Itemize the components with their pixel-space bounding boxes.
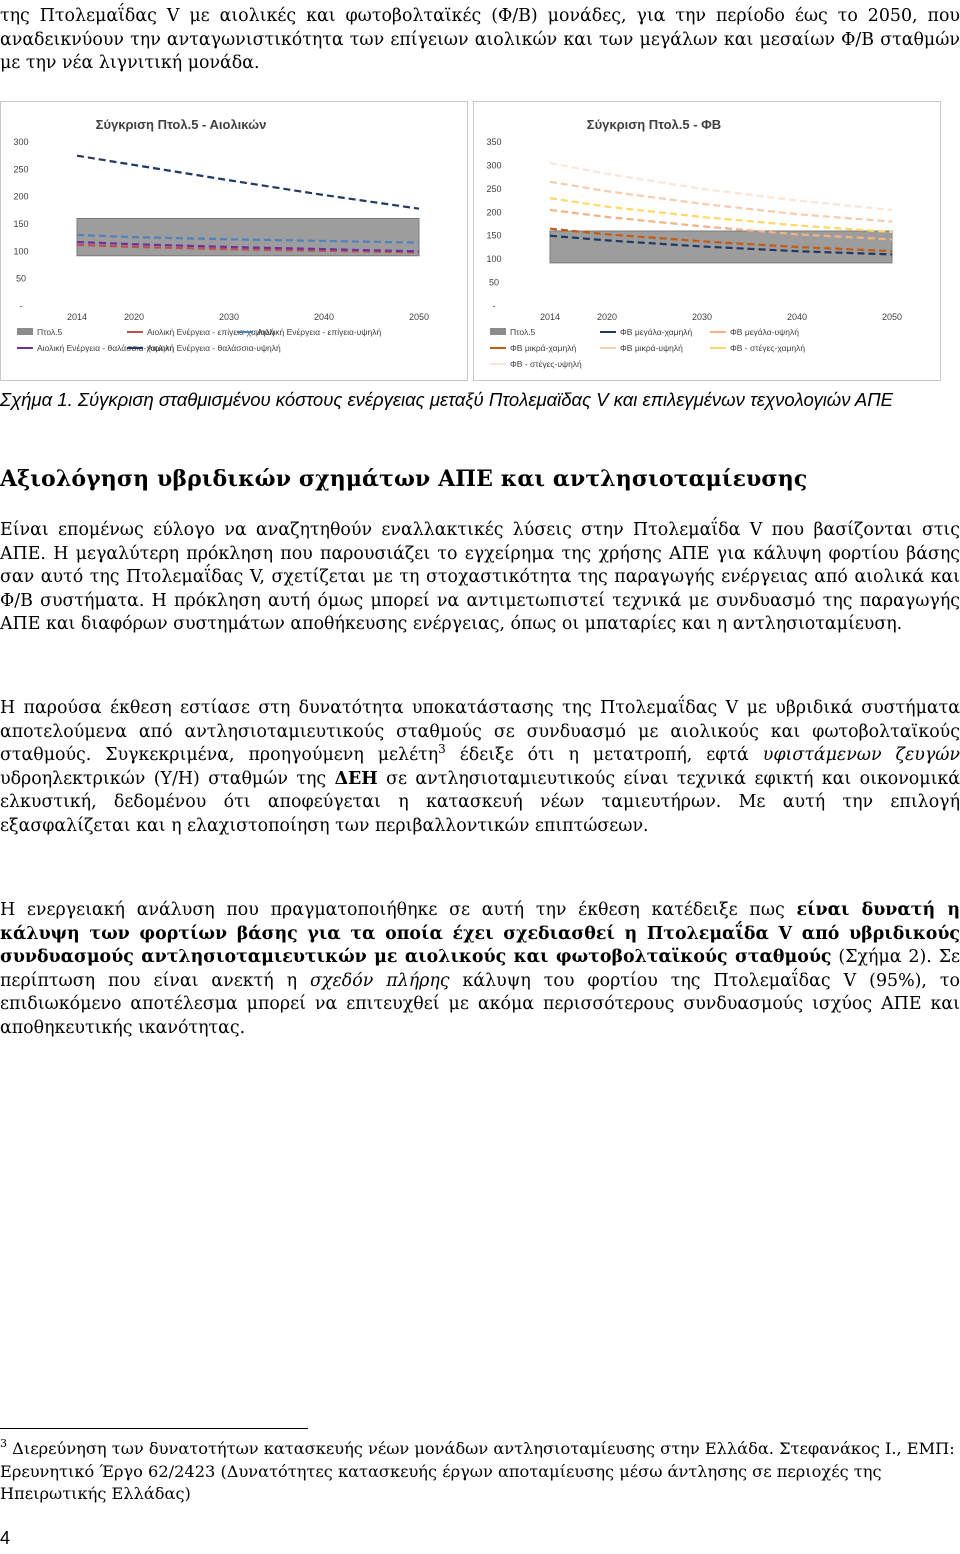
paragraph-2-emphasis: υφιστάμενων ζευγών: [762, 745, 960, 765]
paragraph-2-text: σε αντλησιοταμιευτικούς είναι τεχνικά εφικτή και οικονομικά ελκυστική, δεδομένου ότι αποφεύγεται η κατασκευή νέων ταμιευτήρων. Με αυτή την επιλογή εξασφαλίζεται και η ελαχιστοποίηση των περιβαλλοντικών επιπτώσεων.: [0, 768, 960, 836]
paragraph-3-text: Η ενεργειακή ανάλυση που πραγματοποιήθηκε σε αυτή την έκθεση κατέδειξε πως: [0, 900, 797, 920]
pv-comparison-chart: [473, 101, 941, 381]
pv-y-tick-label: 200: [486, 207, 502, 218]
paragraph-2-bold: ΔΕΗ: [334, 768, 378, 789]
pv-y-tick-label: 100: [486, 254, 502, 265]
pv-x-tick-label: 2014: [539, 312, 561, 322]
footnote-number: 3: [0, 1437, 7, 1450]
pv-series-line: [550, 182, 892, 222]
footnote-text: Διερεύνηση των δυνατοτήτων κατασκευής νέων μονάδων αντλησιοταμίευσης στην Ελλάδα. Στεφανάκος Ι., ΕΜΠ: Ερευνητικό Έργο 62/2423 (Δυνατότητες κατασκευής έργων αποταμίευσης μέσω άντλησης σε περιοχές της Ηπειρωτικής Ελλάδας): [0, 1439, 955, 1503]
wind-legend-label: Αιολική Ενέργεια - θαλάσσια-χαμηλή: [37, 343, 175, 353]
wind-y-tick-label: 100: [13, 246, 29, 257]
wind-legend-swatch: [17, 328, 33, 335]
pv-legend-label: ΦΒ - στέγες-χαμηλή: [730, 343, 806, 353]
wind-y-tick-label: 250: [13, 164, 29, 175]
paragraph-2-text: υδροηλεκτρικών (Υ/Η) σταθμών της: [0, 768, 335, 789]
wind-comparison-chart: [0, 101, 468, 381]
pv-x-tick-label: 2020: [596, 312, 618, 322]
wind-chart-title: Σύγκριση Πτολ.5 - Αιολικών: [95, 117, 267, 132]
pv-x-tick-label: 2030: [691, 312, 713, 322]
pv-chart-svg: [474, 102, 940, 380]
wind-x-tick-label: 2040: [313, 312, 335, 322]
wind-y-tick-label: 50: [15, 273, 27, 284]
wind-x-tick-label: 2014: [66, 312, 88, 322]
pv-y-tick-label: 300: [486, 160, 502, 171]
paragraph-3: [0, 899, 960, 1040]
wind-chart-svg: [1, 102, 467, 380]
pv-y-tick-label: 150: [486, 230, 502, 241]
wind-legend-label: Αιολική Ενέργεια - επίγεια-χαμηλή: [147, 327, 275, 337]
pv-y-tick-label: 250: [486, 183, 502, 194]
paragraph-2-text: Η παρούσα έκθεση εστίασε στη δυνατότητα υποκατάστασης της Πτολεμαΐδας V με υβριδικά συστήματα αποτελούμενα από αντλησιοταμιευτικούς σταθμούς σε συνδυασμό με αιολικούς και φωτοβολταϊκούς σταθμούς. Συγκεκριμένα, προηγούμενη μελέτη: [0, 698, 960, 765]
wind-x-tick-label: 2050: [408, 312, 430, 322]
paragraph-1: Είναι επομένως εύλογο να αναζητηθούν εναλλακτικές λύσεις στην Πτολεμαΐδα V που βασίζονται στις ΑΠΕ. Η μεγαλύτερη πρόκληση που παρουσιάζει το εγχείρημα της χρήσης ΑΠΕ για κάλυψη φορτίου βάσης σαν αυτό της Πτολεμαΐδας V, σχετίζεται με τη στοχαστικότητα της παραγωγής ενέργειας από αιολικά και Φ/Β συστήματα. Η πρόκληση αυτή όμως μπορεί να αντιμετωπιστεί τεχνικά με συνδυασμό της παραγωγής ΑΠΕ και διαφόρων συστημάτων αποθήκευσης ενέργειας, όπως οι μπαταρίες και η αντλησιοταμίευση.: [0, 520, 960, 634]
pv-legend-label: ΦΒ - στέγες-υψηλή: [510, 359, 582, 369]
wind-y-tick-label: 150: [13, 219, 29, 229]
footnote-separator: [0, 1428, 308, 1429]
pv-legend-label: ΦΒ μεγάλα-χαμηλή: [620, 327, 693, 337]
paragraph-3-bold: είναι δυνατή η κάλυψη των φορτίων βάσης για τα οποία έχει σχεδιασθεί η Πτολεμαΐδα V από υβριδικούς συνδυασμούς αντλησιοταμιευτικών με αιολικούς και φωτοβολταϊκούς σταθμούς: [0, 900, 960, 967]
pv-x-tick-label: 2040: [786, 312, 808, 322]
pv-series-line: [550, 163, 892, 210]
pv-legend-label: ΦΒ μεγάλα-υψηλή: [730, 327, 799, 337]
intro-paragraph: της Πτολεμαΐδας V με αιολικές και φωτοβολταϊκές (Φ/Β) μονάδες, για την περίοδο έως το 2050, που αναδεικνύουν την ανταγωνιστικότητα των επίγειων αιολικών και των μεγάλων και μεσαίων Φ/Β σταθμών με την νέα λιγνιτική μονάδα.: [0, 6, 960, 73]
pv-legend-label: Πτολ.5: [510, 327, 536, 337]
wind-x-tick-label: 2030: [218, 312, 240, 322]
wind-legend-label: Αιολική Ενέργεια - θαλάσσια-υψηλή: [147, 343, 281, 353]
wind-y-tick-label: 300: [13, 137, 29, 147]
page-number: 4: [0, 1528, 11, 1548]
wind-x-tick-label: 2020: [123, 312, 145, 322]
paragraph-2-text: έδειξε ότι η μετατροπή, εφτά: [445, 745, 763, 765]
pv-x-tick-label: 2050: [881, 312, 903, 322]
pv-legend-label: ΦΒ μικρά-υψηλή: [620, 343, 683, 353]
wind-y-tick-label: -: [19, 301, 23, 311]
pv-legend-swatch: [490, 328, 506, 335]
footnote-reference[interactable]: 3: [438, 742, 446, 757]
pv-y-tick-label: 350: [486, 137, 502, 147]
paragraph-3-text: (Σχήμα 2). Σε περίπτωση που είναι ανεκτή η: [0, 947, 960, 991]
paragraph-3-emphasis: σχεδόν πλήρης: [310, 970, 450, 991]
wind-y-tick-label: 200: [13, 191, 29, 202]
wind-legend-label: Πτολ.5: [37, 327, 63, 337]
footnote: [0, 1438, 960, 1506]
wind-series-line: [77, 156, 419, 209]
wind-legend-label: Αιολική Ενέργεια - επίγεια-υψηλή: [257, 327, 382, 337]
section-heading: Αξιολόγηση υβριδικών σχημάτων ΑΠΕ και αντλησιοταμίευσης: [0, 466, 808, 492]
paragraph-2: [0, 697, 960, 838]
pv-chart-title: Σύγκριση Πτολ.5 - ΦΒ: [586, 117, 722, 132]
pv-legend-label: ΦΒ μικρά-χαμηλή: [510, 343, 577, 353]
figure-caption: Σχήμα 1. Σύγκριση σταθμισμένου κόστους ενέργειας μεταξύ Πτολεμαϊδας V και επιλεγμένων τεχνολογιών ΑΠΕ: [0, 389, 893, 410]
pv-y-tick-label: 50: [488, 277, 500, 288]
paragraph-3-text: κάλυψη του φορτίου της Πτολεμαΐδας V (95%), το επιδιωκόμενο αποτέλεσμα μπορεί να επιτευχθεί με ακόμα περισσότερους συνδυασμούς ισχύος ΑΠΕ και αποθηκευτικής ικανότητας.: [0, 970, 960, 1038]
pv-y-tick-label: -: [492, 301, 496, 311]
